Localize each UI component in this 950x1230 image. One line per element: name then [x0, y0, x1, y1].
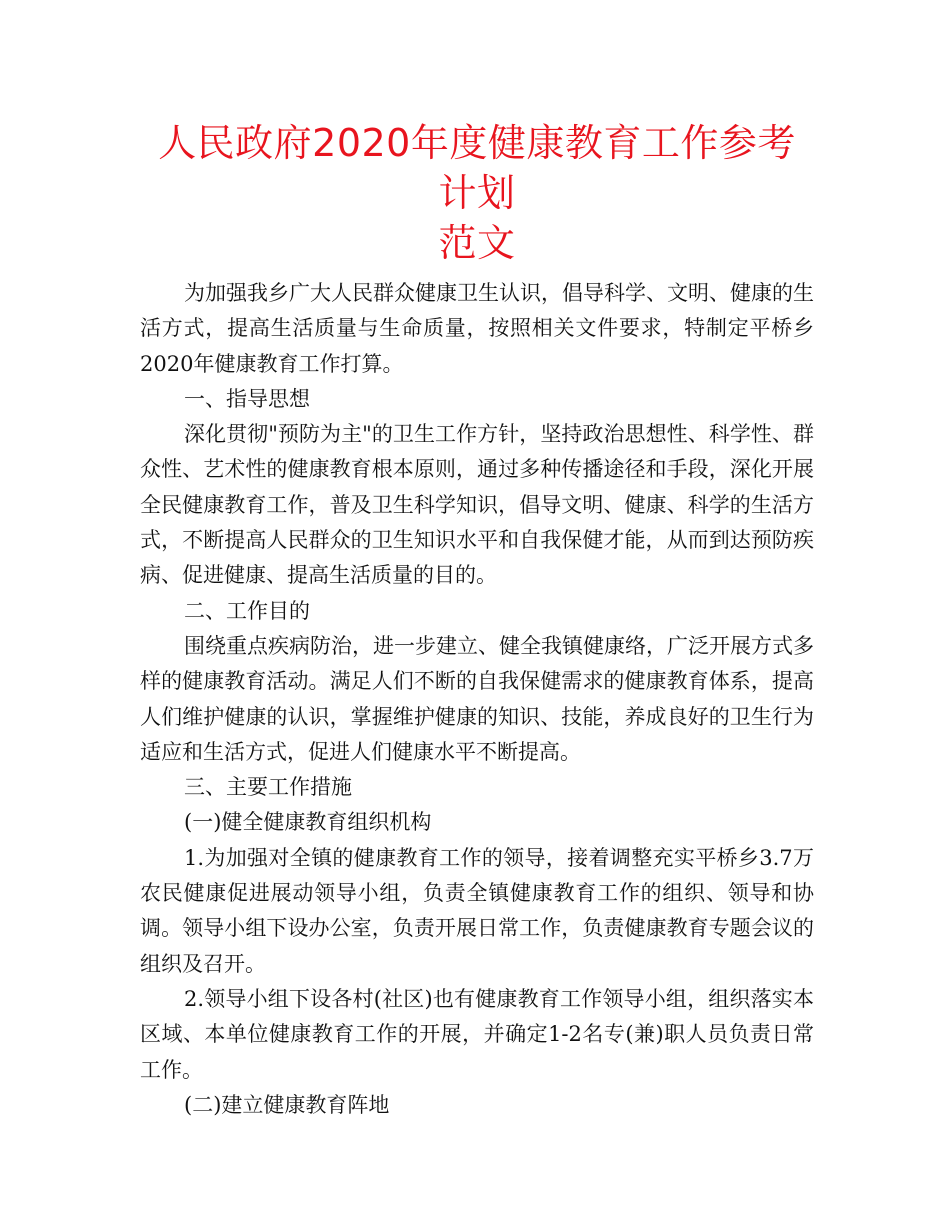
- paragraph-measure-1: 1.为加强对全镇的健康教育工作的领导，接着调整充实平桥乡3.7万农民健康促进展动领导小组，负责全镇健康教育工作的组织、领导和协调。领导小组下设办公室，负责开展日常工作，负责健康教育专题会议的组织及召开。: [140, 845, 814, 976]
- heading-guiding-ideology: 一、指导思想: [184, 386, 310, 411]
- document-body: [140, 276, 814, 1123]
- heading-main-measures: 三、主要工作措施: [184, 775, 352, 800]
- paragraph-measure-2: 2.领导小组下设各村(社区)也有健康教育工作领导小组，组织落实本区域、本单位健康教育工作的开展，并确定1-2名专(兼)职人员负责日常工作。: [140, 986, 814, 1082]
- subheading-education-base: (二)建立健康教育阵地: [184, 1092, 390, 1117]
- subheading-organization: (一)健全健康教育组织机构: [184, 810, 432, 835]
- paragraph-intro: 为加强我乡广大人民群众健康卫生认识，倡导科学、文明、健康的生活方式，提高生活质量与生命质量，按照相关文件要求，特制定平桥乡2020年健康教育工作打算。: [140, 281, 814, 376]
- title-line-1: 人民政府2020年度健康教育工作参考计划: [158, 121, 796, 215]
- paragraph-guiding-ideology: 深化贯彻"预防为主"的卫生工作方针，坚持政治思想性、科学性、群众性、艺术性的健康教育根本原则，通过多种传播途径和手段，深化开展全民健康教育工作，普及卫生科学知识，倡导文明、健康、科学的生活方式，不断提高人民群众的卫生知识水平和自我保健才能，从而到达预防疾病、促进健康、提高生活质量的目的。: [140, 422, 814, 588]
- document-title: [140, 118, 814, 268]
- paragraph-work-goals: 围绕重点疾病防治，进一步建立、健全我镇健康络，广泛开展方式多样的健康教育活动。满足人们不断的自我保健需求的健康教育体系，提高人们维护健康的认识，掌握维护健康的知识、技能，养成良好的卫生行为适应和生活方式，促进人们健康水平不断提高。: [140, 633, 814, 764]
- title-line-2: 范文: [438, 221, 516, 265]
- heading-work-goals: 二、工作目的: [184, 598, 310, 623]
